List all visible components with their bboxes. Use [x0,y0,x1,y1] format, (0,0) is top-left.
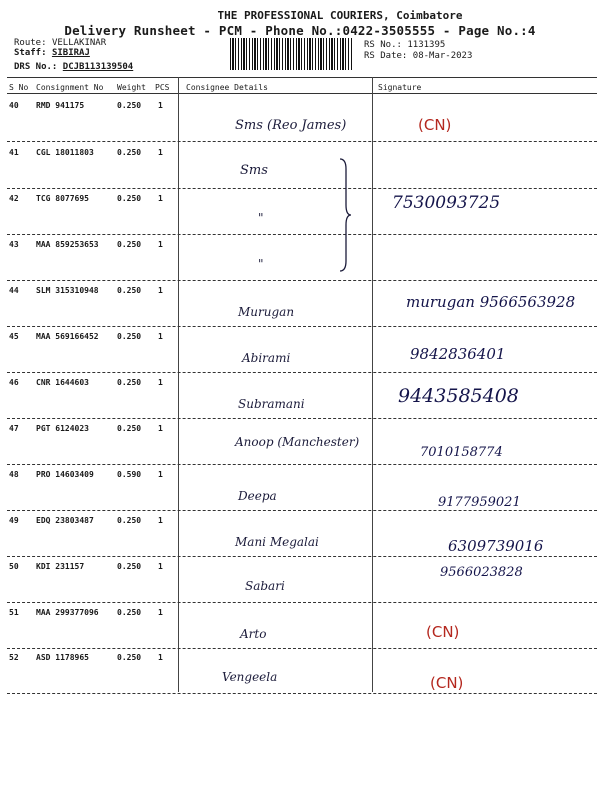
row-sno: 44 [9,286,19,295]
row-consignment-no: TCG 8077695 [36,194,89,203]
row-pcs: 1 [158,516,163,525]
row-separator [7,418,597,419]
row-sno: 52 [9,653,19,662]
column-header-weight: Weight [117,83,146,92]
row-weight: 0.250 [117,653,142,662]
drs-value: DCJB113139504 [62,62,134,72]
row-consignee-details: " [258,211,264,225]
row-weight: 0.250 [117,562,142,571]
row-consignee-details: Murugan [238,305,295,319]
row-weight: 0.250 [117,424,142,433]
staff-value: SIBIRAJ [51,48,90,58]
drs-label: DRS No.: [14,62,58,72]
route-value: VELLAKINAR [51,38,107,48]
consignee-column-rule [178,77,179,692]
row-sno: 49 [9,516,19,525]
company-title: THE PROFESSIONAL COURIERS, Coimbatore [217,9,463,22]
grouping-brace [338,157,352,273]
rs-date-value: 08-Mar-2023 [412,51,473,61]
row-sno: 46 [9,378,19,387]
row-signature: 9842836401 [410,345,506,363]
row-pcs: 1 [158,424,163,433]
row-consignee-details: Deepa [238,489,277,503]
barcode [230,38,352,70]
row-weight: 0.250 [117,516,142,525]
table-header-rule [7,93,597,94]
row-consignment-no: RMD 941175 [36,101,85,110]
row-consignee-details: Sms [240,163,268,178]
row-sno: 51 [9,608,19,617]
row-weight: 0.250 [117,608,142,617]
row-consignee-details: " [258,257,264,271]
row-weight: 0.250 [117,101,142,110]
row-consignee-details: Subramani [238,397,305,411]
row-pcs: 1 [158,148,163,157]
row-separator [7,602,597,603]
row-weight: 0.250 [117,148,142,157]
column-header-pcs: PCS [155,83,170,92]
row-weight: 0.250 [117,378,142,387]
row-separator [7,372,597,373]
row-sno: 48 [9,470,19,479]
row-consignment-no: MAA 569166452 [36,332,99,341]
row-separator [7,556,597,557]
row-signature: 9566023828 [440,565,523,580]
row-consignment-no: PGT 6124023 [36,424,89,433]
row-separator [7,510,597,511]
row-separator [7,693,597,694]
row-sno: 41 [9,148,19,157]
row-consignment-no: CNR 1644603 [36,378,89,387]
row-consignee-details: Arto [240,627,267,641]
signature-column-rule [372,77,373,692]
row-consignment-no: MAA 299377096 [36,608,99,617]
route-label: Route: [14,38,47,48]
row-signature: (CN) [418,116,452,134]
row-weight: 0.250 [117,194,142,203]
row-separator [7,464,597,465]
row-sno: 45 [9,332,19,341]
row-pcs: 1 [158,608,163,617]
row-sno: 43 [9,240,19,249]
row-pcs: 1 [158,562,163,571]
row-pcs: 1 [158,470,163,479]
row-signature: (CN) [426,623,460,641]
row-weight: 0.250 [117,286,142,295]
staff-line [14,48,90,58]
row-sno: 50 [9,562,19,571]
row-sno: 47 [9,424,19,433]
row-pcs: 1 [158,653,163,662]
row-consignment-no: CGL 18011803 [36,148,94,157]
row-signature: 7010158774 [420,445,503,460]
column-header-consignment: Consignment No [36,83,104,92]
row-pcs: 1 [158,286,163,295]
row-separator [7,280,597,281]
row-consignment-no: PRO 14603409 [36,470,94,479]
column-header-signature: Signature [378,83,422,92]
row-weight: 0.590 [117,470,142,479]
row-signature: 9177959021 [438,495,521,510]
row-signature: 7530093725 [392,193,501,213]
table-top-rule [7,77,597,78]
row-consignee-details: Abirami [242,351,291,365]
row-signature: (CN) [430,674,464,692]
column-header-consignee: Consignee Details [186,83,268,92]
row-pcs: 1 [158,378,163,387]
row-weight: 0.250 [117,240,142,249]
runsheet-title: Delivery Runsheet - PCM - Phone No.:0422-3505555 - Page No.:4 [64,23,536,38]
row-pcs: 1 [158,332,163,341]
row-signature: murugan 9566563928 [406,293,576,311]
rs-date-line [364,51,472,61]
row-consignment-no: KDI 231157 [36,562,85,571]
rs-no-line [364,40,445,50]
row-consignee-details: Anoop (Manchester) [235,435,360,449]
row-signature: 6309739016 [448,537,544,555]
route-line [14,38,106,48]
rs-date-label: RS Date: [364,51,408,61]
row-consignee-details: Sabari [245,579,285,593]
row-separator [7,648,597,649]
row-pcs: 1 [158,101,163,110]
row-separator [7,326,597,327]
row-separator [7,234,597,235]
row-sno: 40 [9,101,19,110]
row-separator [7,188,597,189]
row-consignment-no: MAA 859253653 [36,240,99,249]
column-header-sno: S No [9,83,29,92]
row-pcs: 1 [158,194,163,203]
row-consignee-details: Sms (Reo James) [235,118,347,133]
row-consignment-no: ASD 1178965 [36,653,89,662]
row-consignment-no: SLM 315310948 [36,286,99,295]
rs-no-label: RS No.: [364,40,402,50]
staff-label: Staff: [14,48,47,58]
row-consignee-details: Mani Megalai [235,535,319,549]
rs-no-value: 1131395 [407,40,446,50]
row-consignee-details: Vengeela [222,670,278,684]
row-sno: 42 [9,194,19,203]
row-pcs: 1 [158,240,163,249]
row-signature: 9443585408 [398,385,519,407]
drs-line [14,62,133,72]
row-separator [7,141,597,142]
row-consignment-no: EDQ 23803487 [36,516,94,525]
row-weight: 0.250 [117,332,142,341]
